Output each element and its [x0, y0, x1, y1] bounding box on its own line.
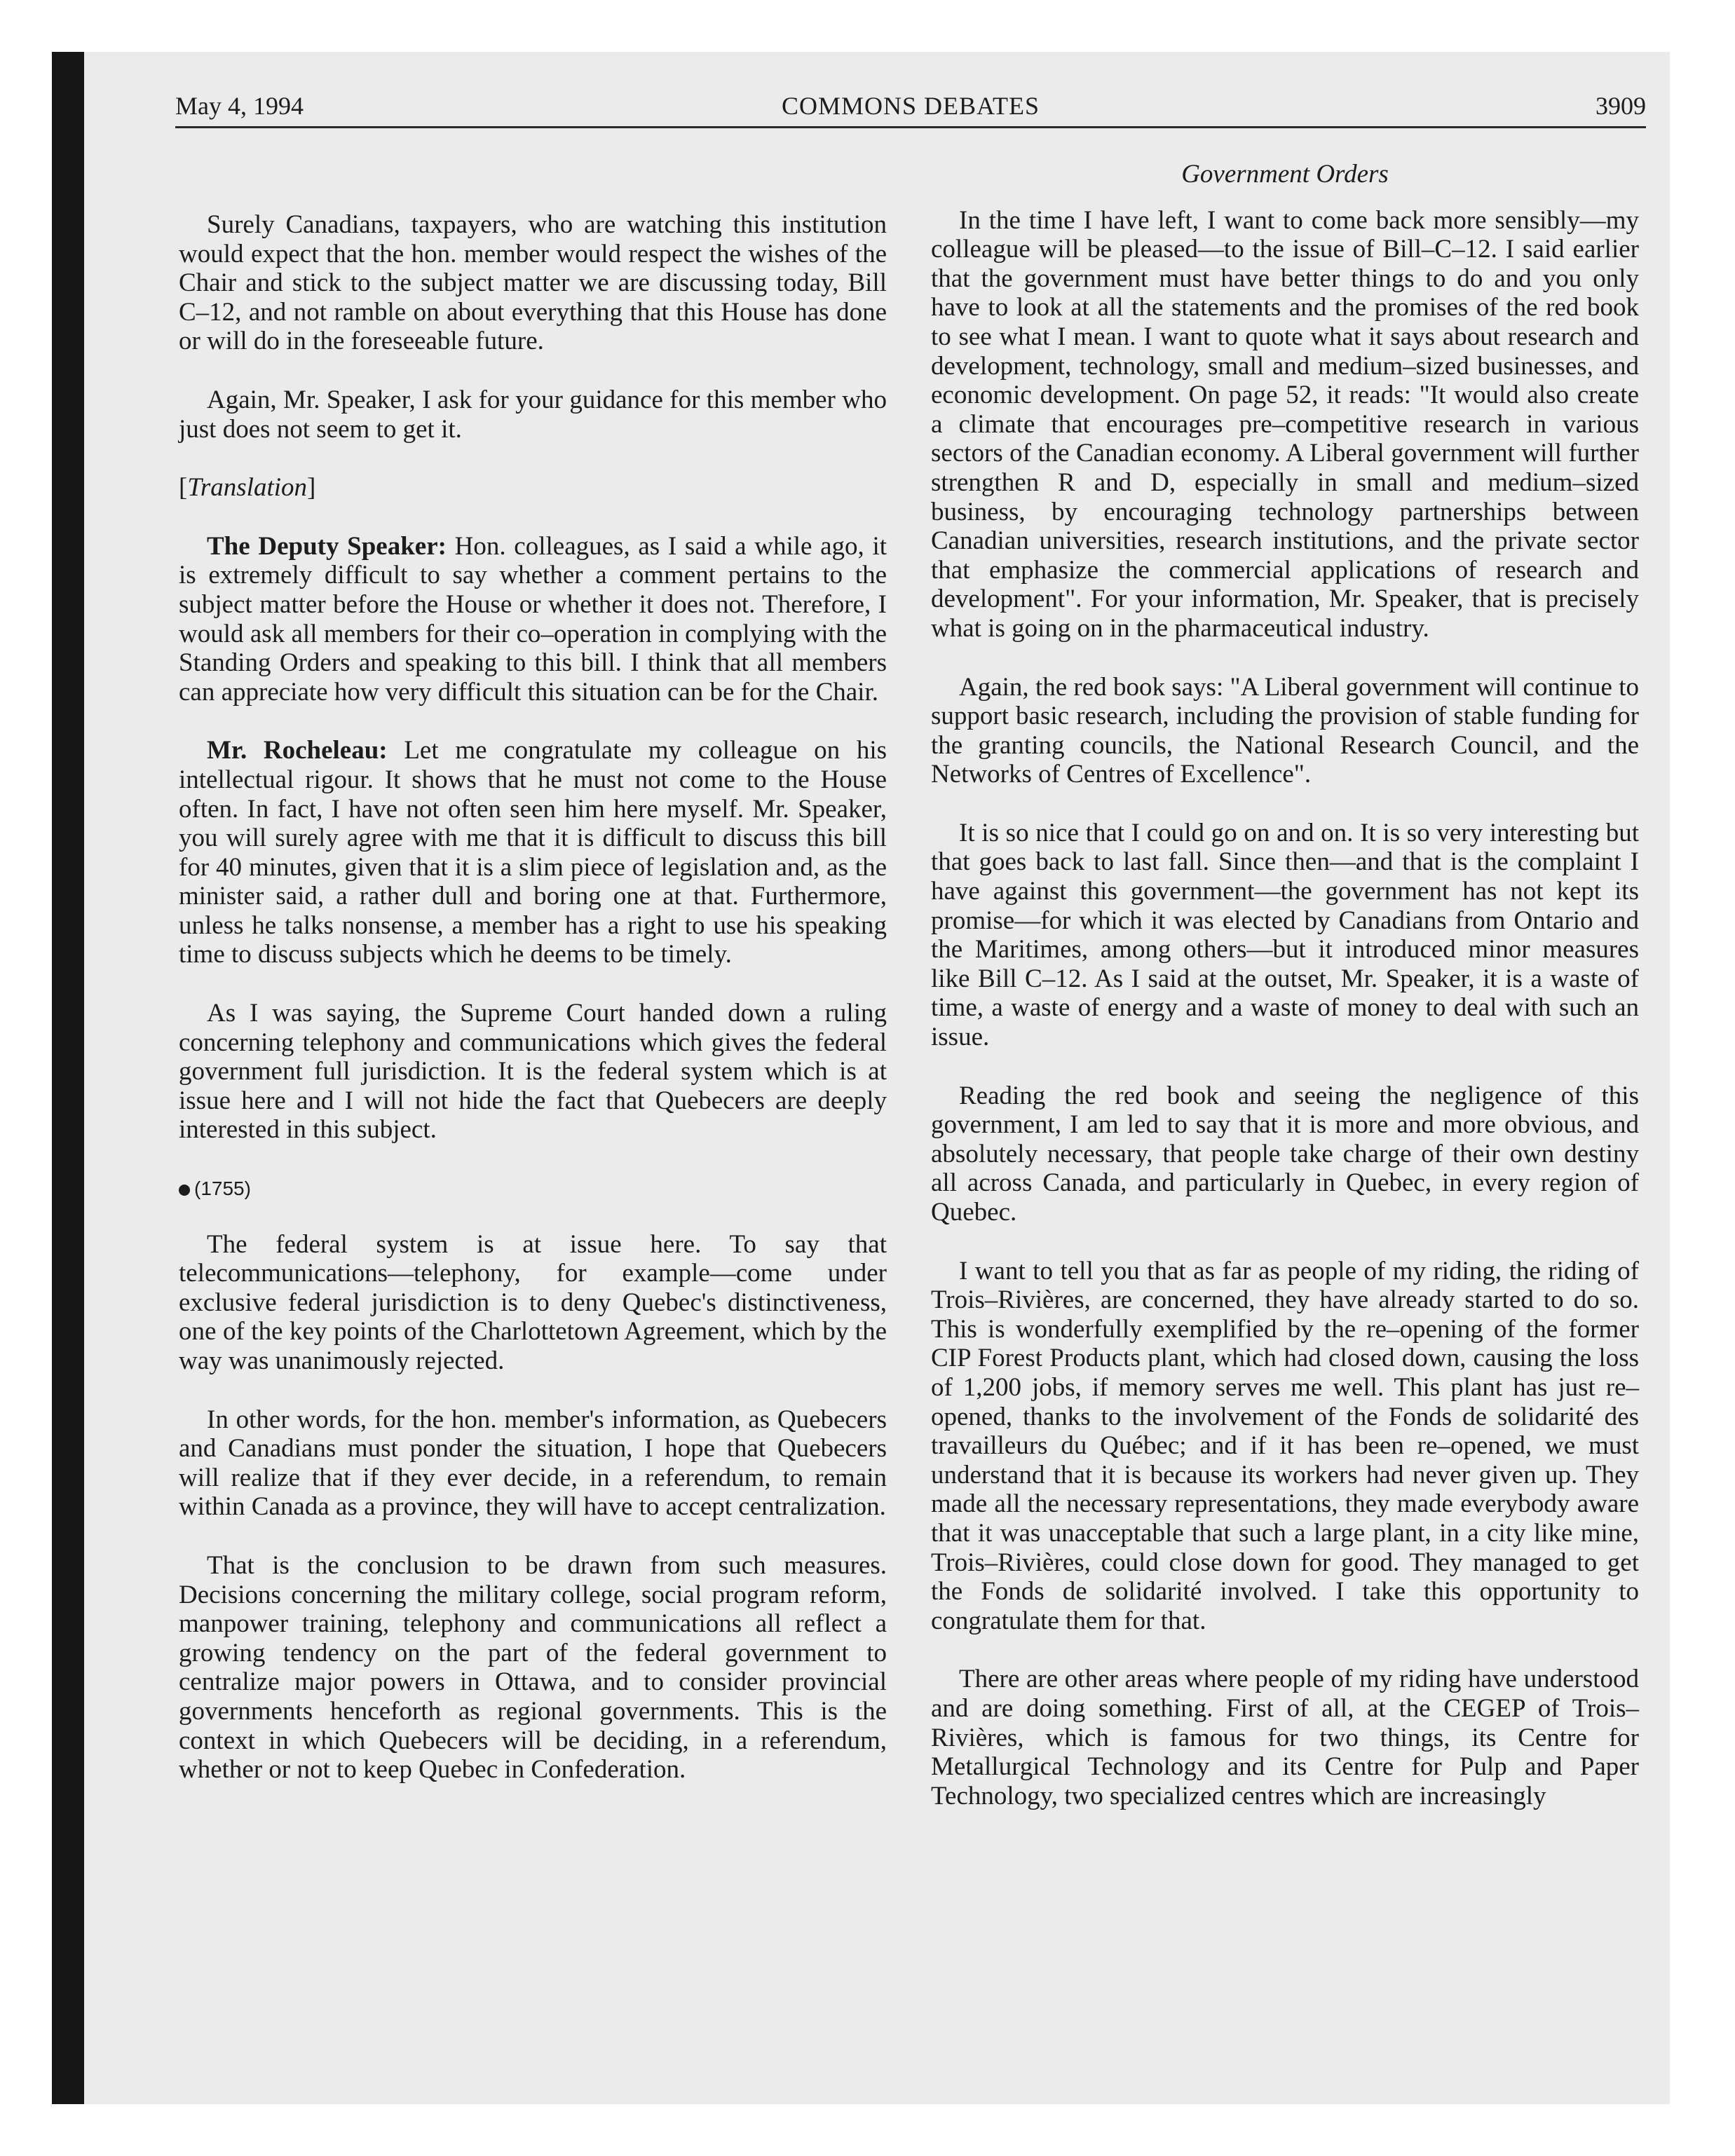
- paragraph: The federal system is at issue here. To say that telecommunications—telephony, for example—come under exclusive federal jurisdiction is to deny Quebec's distinctiveness, one of the key points of the Charlottetown Agreement, which by the way was unanimously rejected.: [179, 1229, 887, 1375]
- bullet-icon: [179, 1185, 190, 1196]
- translation-tag: [Translation]: [179, 473, 316, 503]
- paragraph: Reading the red book and seeing the negligence of this government, I am led to say that it is more and more obvious, and absolutely necessary, that people take charge of their own destiny all across Canada, and particularly in Quebec, in every region of Quebec.: [931, 1081, 1639, 1227]
- header-date: May 4, 1994: [175, 92, 304, 120]
- left-column: [179, 210, 887, 1814]
- speech-deputy-speaker: [179, 532, 887, 707]
- paragraph: Surely Canadians, taxpayers, who are watching this institution would expect that the hon. member would respect the wishes of the Chair and stick to the subject matter we are discussing today, Bill C–12, and not ramble on about everything that this House has done or will do in the foreseeable future.: [179, 210, 887, 356]
- scan-edge-shadow: [52, 52, 84, 2104]
- speech-rocheleau: [179, 736, 887, 969]
- paragraph: That is the conclusion to be drawn from such measures. Decisions concerning the military college, social program reform, manpower training, telephony and communications all reflect a growing tendency on the part of the federal government to centralize major powers in Ottawa, and to consider provincial governments henceforth as regional governments. This is the context in which Quebecers will be deciding, in a referendum, whether or not to keep Quebec in Confederation.: [179, 1550, 887, 1785]
- paragraph: In other words, for the hon. member's information, as Quebecers and Canadians must ponder the situation, I hope that Quebecers will realize that if they ever decide, in a referendum, to remain within Canada as a province, they will have to accept centralization.: [179, 1405, 887, 1522]
- paragraph: It is so nice that I could go on and on. It is so very interesting but that goes back to last fall. Since then—and that is the complaint I have against this government—the government has not kept its promise—for which it was elected by Canadians from Ontario and the Maritimes, among others—but it introduced minor measures like Bill C–12. As I said at the outset, Mr. Speaker, it is a waste of time, a waste of energy and a waste of money to deal with such an issue.: [931, 818, 1639, 1052]
- speech-text: Hon. colleagues, as I said a while ago, it is extremely difficult to say whether a comment pertains to the subject matter before the House or whether it does not. Therefore, I would ask all members for their co–operation in complying with the Standing Orders and speaking to this bill. I think that all members can appreciate how very difficult this situation can be for the Chair.: [179, 531, 887, 707]
- right-column: [931, 160, 1639, 1840]
- speaker-name: The Deputy Speaker:: [207, 531, 447, 561]
- translation-tag-label: Translation: [187, 473, 308, 503]
- time-marker: [179, 1174, 887, 1203]
- paragraph: As I was saying, the Supreme Court handed down a ruling concerning telephony and communications which gives the federal government full jurisdiction. It is the federal system which is at issue here and I will not hide the fact that Quebecers are deeply interested in this subject.: [179, 999, 887, 1145]
- page-header: [175, 83, 1646, 128]
- paragraph: Again, Mr. Speaker, I ask for your guidance for this member who just does not seem to get it.: [179, 385, 887, 444]
- paragraph: There are other areas where people of my riding have understood and are doing something. First of all, at the CEGEP of Trois–Rivières, which is famous for two things, its Centre for Metallurgical Technology and its Centre for Pulp and Paper Technology, two specialized centres which are increasingly: [931, 1665, 1639, 1810]
- paragraph: I want to tell you that as far as people of my riding, the riding of Trois–Rivières, are concerned, they have already started to do so. This is wonderfully exemplified by the re–opening of the former CIP Forest Products plant, which had closed down, causing the loss of 1,200 jobs, if memory serves me well. This plant has just re–opened, thanks to the involvement of the Fonds de solidarité des travailleurs du Québec; and if it has been re–opened, we must understand that it is because its workers had never given up. They made all the necessary representations, they made everybody aware that it was unacceptable that such a large plant, in a city like mine, Trois–Rivières, could close down for good. They managed to get the Fonds de solidarité involved. I take this opportunity to congratulate them for that.: [931, 1256, 1639, 1635]
- paragraph: Again, the red book says: "A Liberal government will continue to support basic research, including the provision of stable funding for the granting councils, the National Research Council, and the Networks of Centres of Excellence".: [931, 672, 1639, 789]
- speaker-name: Mr. Rocheleau:: [207, 736, 388, 765]
- paragraph: In the time I have left, I want to come back more sensibly—my colleague will be pleased—to the issue of Bill–C–12. I said earlier that the government must have better things to do and you only have to look at all the statements and the promises of the red book to see what I mean. I want to quote what it says about research and development, technology, small and medium–sized businesses, and economic development. On page 52, it reads: "It would also create a climate that encourages pre–competitive research in various sectors of the Canadian economy. A Liberal government will further strengthen R and D, especially in small and medium–sized business, by encouraging technology partnerships between Canadian universities, research institutions, and the private sector that emphasize the commercial applications of research and development". For your information, Mr. Speaker, that is precisely what is going on in the pharmaceutical industry.: [931, 205, 1639, 643]
- time-marker-text: (1755): [194, 1178, 251, 1200]
- page-number: 3909: [1595, 92, 1646, 120]
- speech-text: Let me congratulate my colleague on his intellectual rigour. It shows that he must not come to the House often. In fact, I have not often seen him here myself. Mr. Speaker, you will surely agree with me that it is difficult to discuss this bill for 40 minutes, given that it is a slim piece of legislation and, as the minister said, a rather dull and boring one at that. Furthermore, unless he talks nonsense, a member has a right to use his speaking time to discuss subjects which he deems to be timely.: [179, 736, 887, 969]
- section-title: Government Orders: [1181, 160, 1389, 189]
- header-title: COMMONS DEBATES: [781, 92, 1040, 120]
